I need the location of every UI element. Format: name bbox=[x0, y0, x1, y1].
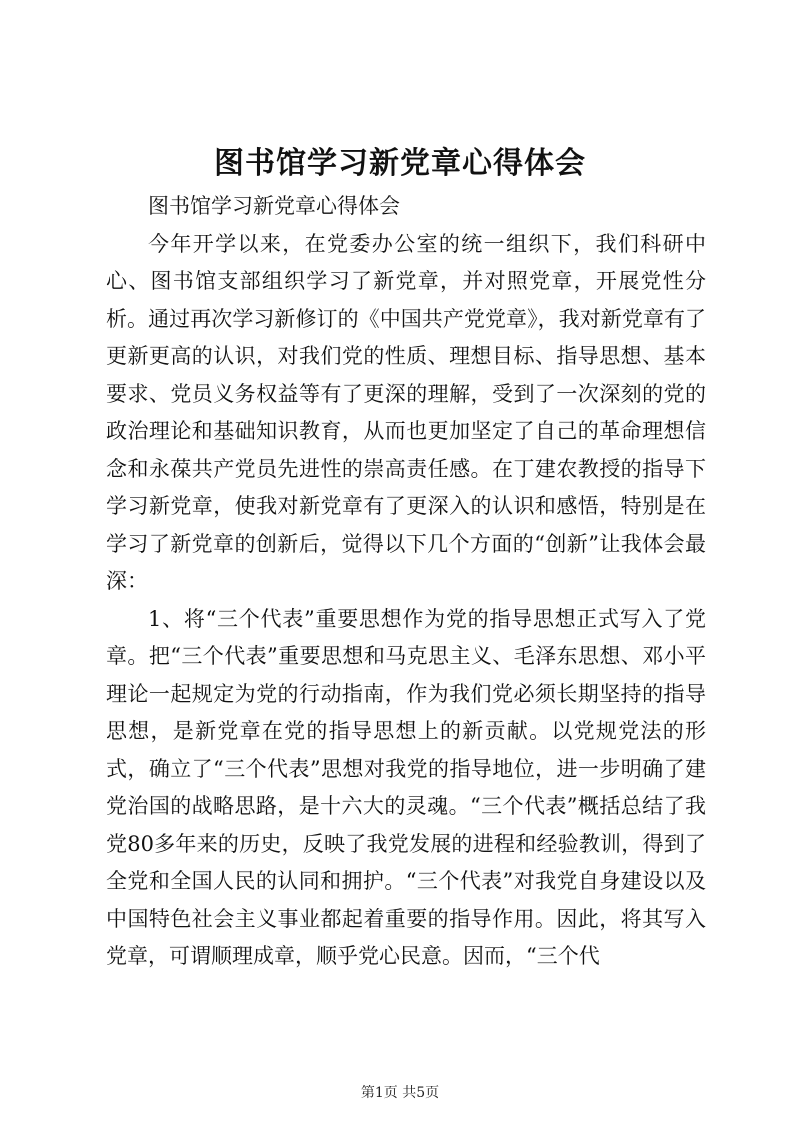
point-one-paragraph: 1、将“三个代表”重要思想作为党的指导思想正式写入了党章。把“三个代表”重要思想和马克思主义、毛泽东思想、邓小平理论一起规定为党的行动指南，作为我们党必须长期坚持的指导思想，是新党章在党的指导思想上的新贡献。以党规党法的形式，确立了“三个代表”思想对我党的指导地位，进一步明确了建党治国的战略思路，是十六大的灵魂。“三个代表”概括总结了我党80多年来的历史，反映了我党发展的进程和经验教训，得到了全党和全国人民的认同和拥护。“三个代表”对我党自身建设以及中国特色社会主义事业都起着重要的指导作用。因此，将其写入党章，可谓顺理成章，顺乎党心民意。因而，“三个代 bbox=[106, 606, 706, 968]
page-footer: 第1页 共5页 bbox=[360, 1085, 440, 1101]
intro-paragraph: 今年开学以来，在党委办公室的统一组织下，我们科研中心、图书馆支部组织学习了新党章，并对照党章，开展党性分析。通过再次学习新修订的《中国共产党党章》，我对新党章有了更新更高的认识，对我们党的性质、理想目标、指导思想、基本要求、党员义务权益等有了更深的理解，受到了一次深刻的党的政治理论和基础知识教育，从而也更加坚定了自己的革命理想信念和永葆共产党员先进性的崇高责任感。在丁建农教授的指导下学习新党章，使我对新党章有了更深入的认识和感悟，特别是在学习了新党章的创新后，觉得以下几个方面的“创新”让我体会最深： bbox=[106, 231, 706, 593]
document-title: 图书馆学习新党章心得体会 bbox=[214, 146, 586, 181]
document-body bbox=[106, 188, 706, 976]
subtitle-paragraph: 图书馆学习新党章心得体会 bbox=[148, 194, 400, 218]
